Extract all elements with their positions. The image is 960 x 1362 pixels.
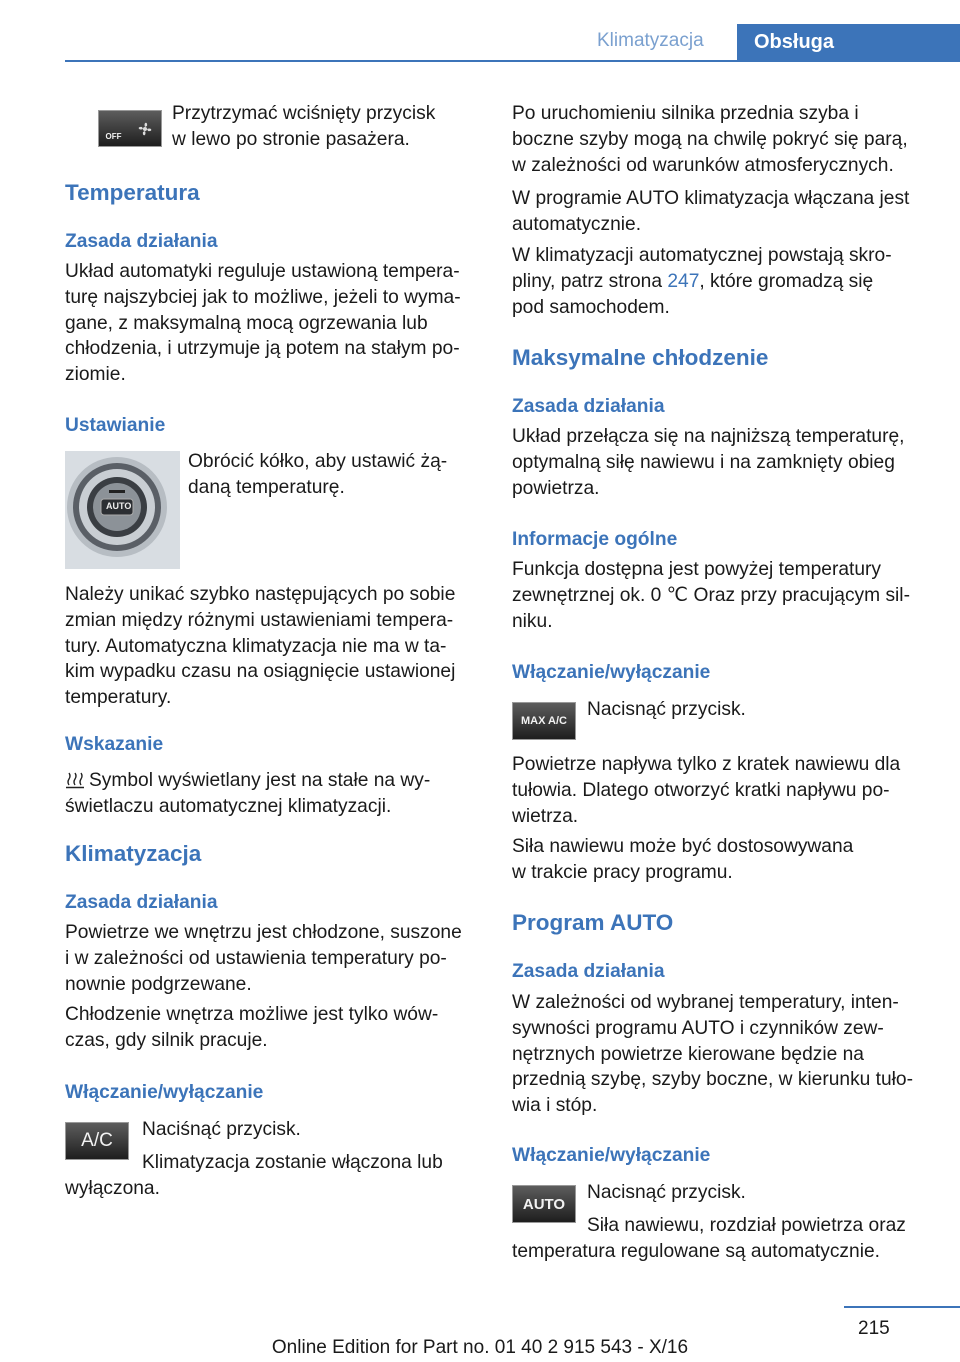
temperature-note-text: Należy unikać szybko następujących po sobie zmian między różnymi ustawieniami tempera- tury. Automatyczna klimatyzacja nie ma w ta- kim wypadku czasu na osiągnięcie ustawionej temperatury. bbox=[65, 584, 456, 709]
ac-press-text: Naciśnąć przycisk. bbox=[142, 1119, 301, 1140]
page-number: 215 bbox=[858, 1318, 890, 1339]
condensate-text-b: , które gromadzą się bbox=[699, 270, 874, 292]
auto-onoff-heading: Włączanie/wyłączanie bbox=[512, 1145, 711, 1166]
heat-symbol-icon bbox=[66, 771, 84, 789]
auto-principle-heading: Zasada działania bbox=[512, 961, 665, 982]
max-general-text: Funkcja dostępna jest powyżej temperatury zewnętrznej ok. 0 ℃ Oraz przy pracującym sil- niku. bbox=[512, 559, 910, 632]
ac-principle-heading: Zasada działania bbox=[65, 892, 218, 913]
auto-principle-text: W zależności od wybranej temperatury, inten- sywności programu AUTO i czynników zew- nętrznych powietrze kierowane będzie na przednią szybę, szyby boczne, w kierunku tuło- wia i stóp. bbox=[512, 992, 913, 1117]
auto-result-text-2: temperatura regulowane są automatycznie. bbox=[512, 1241, 880, 1262]
ac-heading: Klimatyzacja bbox=[65, 841, 202, 866]
condensate-text-c: pod samochodem. bbox=[512, 296, 670, 318]
auto-program-text: W programie AUTO klimatyzacja włączana jest automatycznie. bbox=[512, 188, 910, 235]
temperature-knob-image bbox=[65, 451, 180, 569]
temperature-heading: Temperatura bbox=[65, 180, 200, 205]
edition-footer: Online Edition for Part no. 01 40 2 915 543 - X/16 bbox=[271, 1337, 689, 1358]
ac-engine-text: Chłodzenie wnętrza możliwe jest tylko wów- czas, gdy silnik pracuje. bbox=[65, 1004, 439, 1051]
max-cooling-heading: Maksymalne chłodzenie bbox=[512, 345, 769, 370]
auto-press-text: Nacisnąć przycisk. bbox=[587, 1182, 746, 1203]
ac-onoff-heading: Włączanie/wyłączanie bbox=[65, 1082, 264, 1103]
auto-program-heading: Program AUTO bbox=[512, 910, 674, 935]
off-fan-button-image bbox=[98, 110, 162, 147]
auto-result-text-1: Siła nawiewu, rozdział powietrza oraz bbox=[587, 1215, 906, 1236]
max-fan-text: Siła nawiewu może być dostosowywana w trakcie pracy programu. bbox=[512, 836, 854, 883]
header-tab: Obsługa bbox=[737, 24, 960, 61]
footer-rule bbox=[844, 1306, 960, 1308]
max-principle-text: Układ przełącza się na najniższą temperaturę, optymalną siłę nawiewu i na zamknięty obieg powietrza. bbox=[512, 426, 905, 499]
temperature-setting-text: Obrócić kółko, aby ustawić żą- daną temperaturę. bbox=[188, 451, 448, 498]
off-label: OFF bbox=[105, 132, 122, 141]
page-link-247[interactable]: 247 bbox=[667, 270, 700, 292]
max-principle-heading: Zasada działania bbox=[512, 396, 665, 417]
ac-principle-text: Powietrze we wnętrzu jest chłodzone, suszone i w zależności od ustawienia temperatury po- nownie podgrzewane. bbox=[65, 922, 462, 995]
temperature-principle-text: Układ automatyki reguluje ustawioną tempera- turę najszybciej jak to możliwe, jeżeli to wyma- gane, z maksymalną mocą ogrzewania lub chłodzenia, i utrzymuje ją potem na stałym po- ziomie. bbox=[65, 261, 461, 386]
intro-text: Przytrzymać wciśnięty przycisk w lewo po stronie pasażera. bbox=[172, 103, 436, 150]
ac-button-image: A/C bbox=[65, 1122, 129, 1160]
max-onoff-heading: Włączanie/wyłączanie bbox=[512, 662, 711, 683]
fan-icon bbox=[135, 119, 155, 139]
max-press-text: Nacisnąć przycisk. bbox=[587, 699, 746, 720]
ac-result-text-2: wyłączona. bbox=[65, 1178, 160, 1199]
max-airflow-text: Powietrze napływa tylko z kratek nawiewu dla tułowia. Dlatego otworzyć kratki napływu po- wietrza. bbox=[512, 754, 901, 827]
ac-result-text-1: Klimatyzacja zostanie włączona lub bbox=[142, 1152, 443, 1173]
header-section: Klimatyzacja bbox=[597, 30, 704, 51]
temperature-indicator-heading: Wskazanie bbox=[65, 734, 164, 755]
condensation-text: Po uruchomieniu silnika przednia szyba i boczne szyby mogą na chwilę pokryć się parą, w zależności od warunków atmosferycznych. bbox=[512, 103, 908, 176]
condensate-text-a: W klimatyzacji automatycznej powstają skro- pliny, patrz strona bbox=[512, 245, 892, 292]
condensate-text bbox=[512, 243, 892, 320]
knob-auto-label: AUTO bbox=[106, 501, 132, 511]
temperature-indicator-text-1: Symbol wyświetlany jest na stałe na wy- bbox=[89, 770, 431, 791]
max-ac-button-image: MAX A/C bbox=[512, 702, 576, 740]
temperature-indicator-text-2: świetlaczu automatycznej klimatyzacji. bbox=[65, 796, 392, 817]
max-general-heading: Informacje ogólne bbox=[512, 529, 678, 550]
temperature-setting-heading: Ustawianie bbox=[65, 415, 166, 436]
temperature-principle-heading: Zasada działania bbox=[65, 231, 218, 252]
auto-button-image: AUTO bbox=[512, 1185, 576, 1223]
